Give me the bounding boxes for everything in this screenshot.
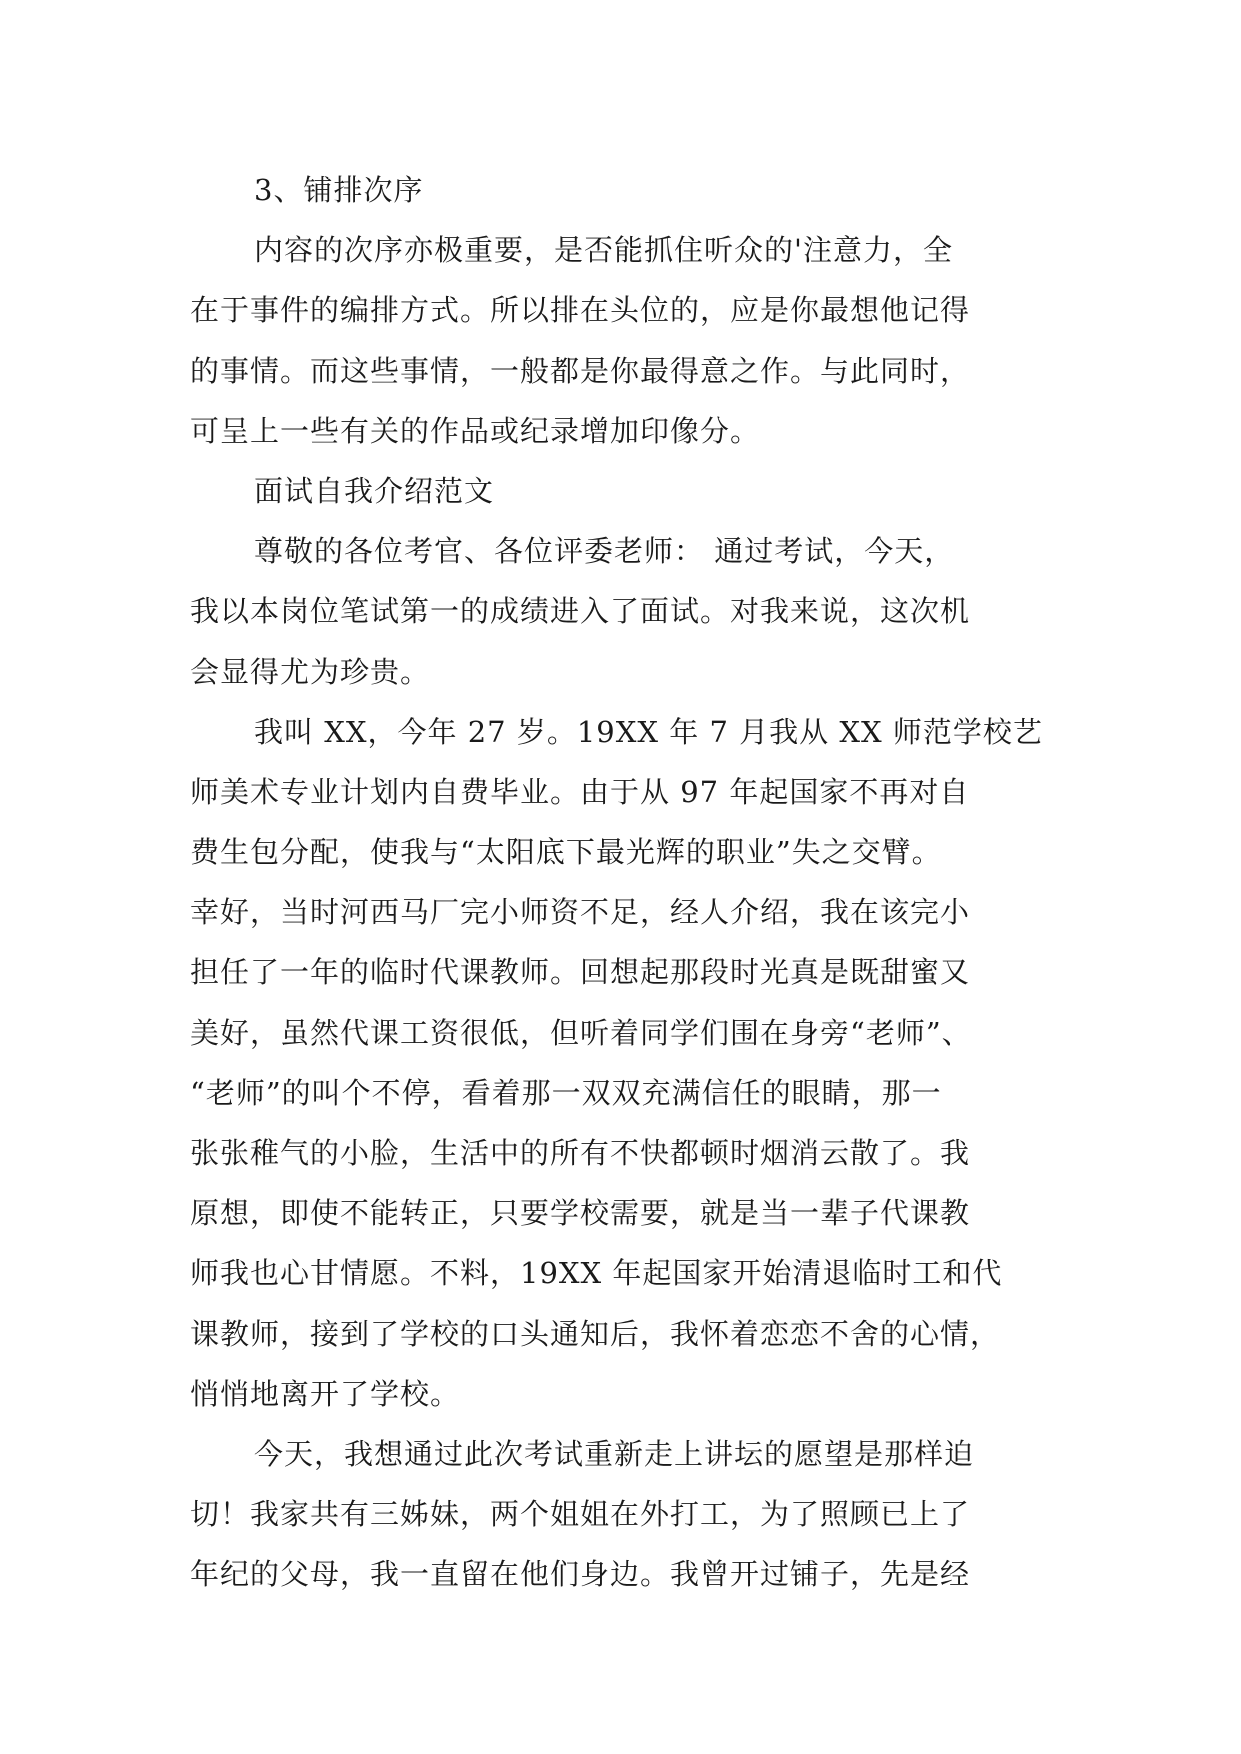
- paragraph-line: 师我也心甘情愿。不料，19XX 年起国家开始清退临时工和代: [190, 1256, 1003, 1291]
- paragraph-line: “老师”的叫个不停，看着那一双双充满信任的眼睛，那一: [190, 1075, 942, 1110]
- document-body: [190, 160, 1070, 1605]
- paragraph-line: 幸好，当时河西马厂完小师资不足，经人介绍，我在该完小: [190, 895, 971, 930]
- paragraph-line: 在于事件的编排方式。所以排在头位的，应是你最想他记得: [190, 293, 971, 328]
- paragraph-line: 我以本岗位笔试第一的成绩进入了面试。对我来说，这次机: [190, 594, 971, 629]
- paragraph-line: 切！我家共有三姊妹，两个姐姐在外打工，为了照顾已上了: [190, 1497, 971, 1532]
- paragraph-line: 费生包分配，使我与“太阳底下最光辉的职业”失之交臂。: [190, 835, 942, 870]
- paragraph-line: 我叫 XX，今年 27 岁。19XX 年 7 月我从 XX 师范学校艺: [254, 714, 1043, 749]
- paragraph-line: 师美术专业计划内自费毕业。由于从 97 年起国家不再对自: [190, 774, 970, 809]
- paragraph-line: 的事情。而这些事情，一般都是你最得意之作。与此同时，: [190, 353, 971, 388]
- section-title: 面试自我介绍范文: [254, 473, 495, 508]
- paragraph-line: 尊敬的各位考官、各位评委老师： 通过考试，今天，: [254, 534, 955, 569]
- paragraph-line: 原想，即使不能转正，只要学校需要，就是当一辈子代课教: [190, 1196, 971, 1231]
- paragraph-line: 美好，虽然代课工资很低，但听着同学们围在身旁“老师”、: [190, 1015, 972, 1050]
- paragraph-line: 担任了一年的临时代课教师。回想起那段时光真是既甜蜜又: [190, 955, 971, 990]
- paragraph-line: 课教师，接到了学校的口头通知后，我怀着恋恋不舍的心情，: [190, 1316, 1001, 1351]
- paragraph-line: 年纪的父母，我一直留在他们身边。我曾开过铺子，先是经: [190, 1557, 971, 1592]
- paragraph-line: 可呈上一些有关的作品或纪录增加印像分。: [190, 413, 761, 448]
- section-heading: 3、铺排次序: [254, 173, 424, 207]
- paragraph-line: 会显得尤为珍贵。: [190, 654, 431, 689]
- paragraph-line: 悄悄地离开了学校。: [190, 1376, 461, 1411]
- paragraph-line: 张张稚气的小脸，生活中的所有不快都顿时烟消云散了。我: [190, 1136, 971, 1170]
- paragraph-line: 今天，我想通过此次考试重新走上讲坛的愿望是那样迫: [254, 1436, 975, 1471]
- paragraph-line: 内容的次序亦极重要，是否能抓住听众的'注意力，全: [254, 233, 953, 268]
